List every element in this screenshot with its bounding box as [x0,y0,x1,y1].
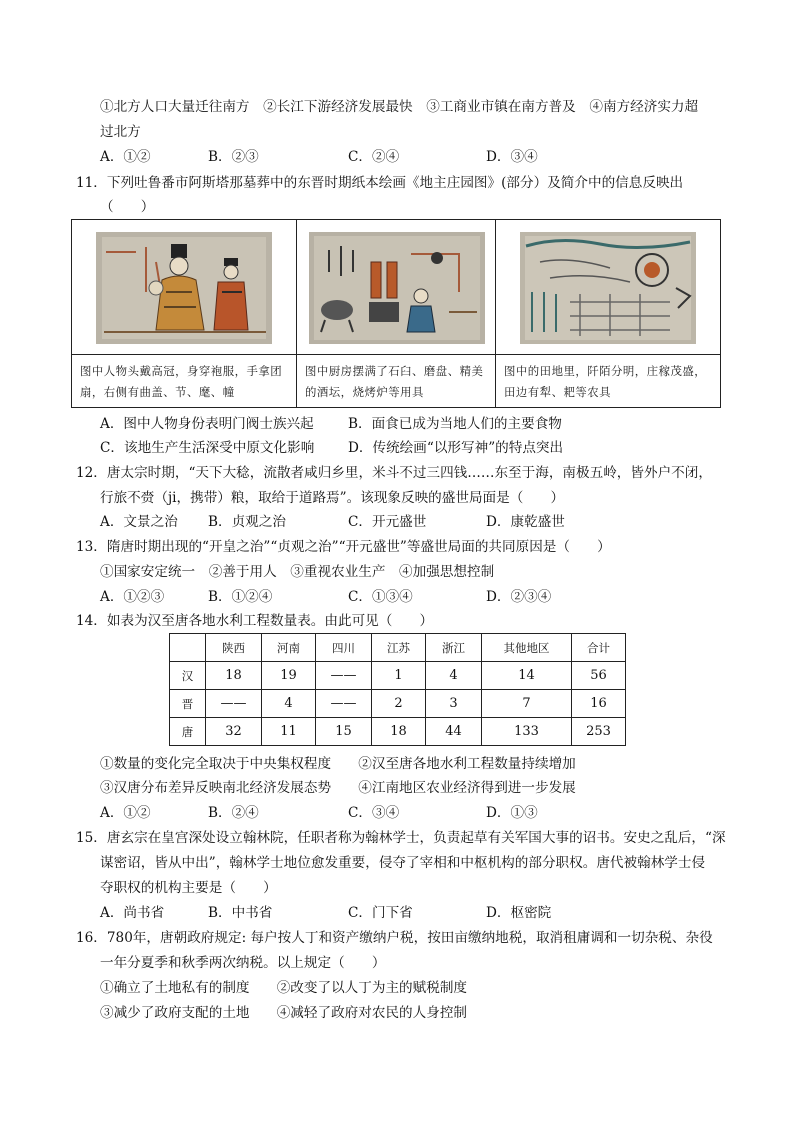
table-cell: 16 [572,690,626,718]
table-cell: 4 [262,690,316,718]
q16-choices-line2: ③减少了政府支配的土地 ④减轻了政府对农民的人身控制 [100,1005,468,1021]
table-cell: 253 [572,718,626,746]
q11-caption-1: 图中人物头戴高冠，身穿袍服，手拿团扇，右侧有曲盖、节、麾、幢 [72,354,296,407]
table-header-cell: 合计 [572,634,626,662]
table-cell: 2 [372,690,426,718]
q11-stem-line1: 11．下列吐鲁番市阿斯塔那墓葬中的东晋时期纸本绘画《地主庄园图》(部分）及简介中的信息反映出 [76,175,684,191]
q11-stem-line2: （ ） [100,199,155,215]
table-cell: 4 [426,662,482,690]
q13-option-d[interactable]: D．②③④ [486,589,552,605]
q13-stem: 13．隋唐时期出现的“开皇之治”“贞观之治”“开元盛世”等盛世局面的共同原因是（ ） [76,539,611,555]
table-cell: 44 [426,718,482,746]
table-cell: —— [316,690,372,718]
table-cell: 唐 [170,718,206,746]
q15-option-d[interactable]: D．枢密院 [486,905,552,921]
q13-option-a[interactable]: A．①②③ [100,589,165,605]
q15-option-c[interactable]: C．门下省 [348,905,413,921]
table-row [170,690,626,718]
q14-choices-line1: ①数量的变化完全取决于中央集权程度 ②汉至唐各地水利工程数量持续增加 [100,756,576,772]
q11-option-b[interactable]: B．面食已成为当地人们的主要食物 [348,416,562,432]
table-header-cell: 四川 [316,634,372,662]
q15-stem-line1: 15．唐玄宗在皇宫深处设立翰林院，任职者称为翰林学士，负责起草有关军国大事的诏书。安史之乱后，“深 [76,830,726,846]
water-projects-table [169,633,626,746]
q16-stem-line1: 16．780年，唐朝政府规定: 每户按人丁和资产缴纳户税，按田亩缴纳地税，取消租庸调和一切杂税、杂役 [76,930,713,946]
q12-stem-line2: 行旅不赍（ji，携带）粮，取给于道路焉”。该现象反映的盛世局面是（ ） [100,490,565,506]
table-cell: 14 [482,662,572,690]
q16-choices-line1: ①确立了土地私有的制度 ②改变了以人丁为主的赋税制度 [100,980,468,996]
q11-image-table [71,219,721,408]
q16-stem-line2: 一年分夏季和秋季两次纳税。以上规定（ ） [100,955,386,971]
q14-option-a[interactable]: A．①② [100,805,151,821]
q11-option-a[interactable]: A．图中人物身份表明门阀士族兴起 [100,416,314,432]
table-cell: 15 [316,718,372,746]
q12-option-b[interactable]: B．贞观之治 [208,514,286,530]
table-cell: 19 [262,662,316,690]
q13-choices: ①国家安定统一 ②善于用人 ③重视农业生产 ④加强思想控制 [100,564,495,580]
table-header-cell: 江苏 [372,634,426,662]
table-cell: 1 [372,662,426,690]
table-header-cell: 陕西 [206,634,262,662]
mural-figures-icon [96,232,272,344]
table-header-cell: 浙江 [426,634,482,662]
table-cell: 133 [482,718,572,746]
table-header-cell [170,634,206,662]
q11-option-c[interactable]: C．该地生产生活深受中原文化影响 [100,440,315,456]
q10-option-b[interactable]: B．②③ [208,149,259,165]
q12-stem-line1: 12．唐太宗时期，“天下大稔，流散者咸归乡里，米斗不过三四钱……东至于海，南极五岭，皆外户不闭， [76,465,712,481]
table-cell: 32 [206,718,262,746]
q10-option-a[interactable]: A．①② [100,149,151,165]
q10-option-d[interactable]: D．③④ [486,149,538,165]
q12-option-a[interactable]: A．文景之治 [100,514,178,530]
table-cell: 3 [426,690,482,718]
q11-image-cell-3 [495,220,720,407]
q11-image-cell-2 [296,220,495,407]
table-header-row [170,634,626,662]
table-cell: 晋 [170,690,206,718]
q11-caption-2: 图中厨房摆满了石臼、磨盘、精美的酒坛，烧烤炉等用具 [297,354,495,407]
table-cell: —— [206,690,262,718]
mural-kitchen-icon [309,232,485,344]
table-cell: —— [316,662,372,690]
q12-option-c[interactable]: C．开元盛世 [348,514,427,530]
mural-fields-icon [520,232,696,344]
q15-stem-line2: 谋密诏，皆从中出”，翰林学士地位愈发重要，侵夺了宰相和中枢机构的部分职权。唐代被翰林学士侵 [100,855,706,871]
q10-option-c[interactable]: C．②④ [348,149,400,165]
q13-option-b[interactable]: B．①②④ [208,589,273,605]
q11-option-d[interactable]: D．传统绘画“以形写神”的特点突出 [348,440,564,456]
table-cell: 18 [372,718,426,746]
q15-option-a[interactable]: A．尚书省 [100,905,165,921]
q12-option-d[interactable]: D．康乾盛世 [486,514,565,530]
table-header-cell: 河南 [262,634,316,662]
q15-option-b[interactable]: B．中书省 [208,905,273,921]
q15-stem-line3: 夺职权的机构主要是（ ） [100,880,277,896]
table-cell: 7 [482,690,572,718]
table-header-cell: 其他地区 [482,634,572,662]
table-row [170,718,626,746]
table-cell: 汉 [170,662,206,690]
q14-option-d[interactable]: D．①③ [486,805,538,821]
q14-option-b[interactable]: B．②④ [208,805,259,821]
q10-choices-line1: ①北方人口大量迁往南方 ②长江下游经济发展最快 ③工商业市镇在南方普及 ④南方经济实力超 [100,99,699,115]
q14-choices-line2: ③汉唐分布差异反映南北经济发展态势 ④江南地区农业经济得到进一步发展 [100,780,576,796]
q11-image-cell-1 [72,220,296,407]
q14-option-c[interactable]: C．③④ [348,805,400,821]
q13-option-c[interactable]: C．①③④ [348,589,413,605]
table-cell: 18 [206,662,262,690]
q10-choices-line2: 过北方 [100,124,141,140]
table-cell: 11 [262,718,316,746]
q14-stem: 14．如表为汉至唐各地水利工程数量表。由此可见（ ） [76,613,434,629]
table-cell: 56 [572,662,626,690]
table-row [170,662,626,690]
q11-caption-3: 图中的田地里，阡陌分明，庄稼茂盛，田边有犁、耙等农具 [496,354,720,407]
